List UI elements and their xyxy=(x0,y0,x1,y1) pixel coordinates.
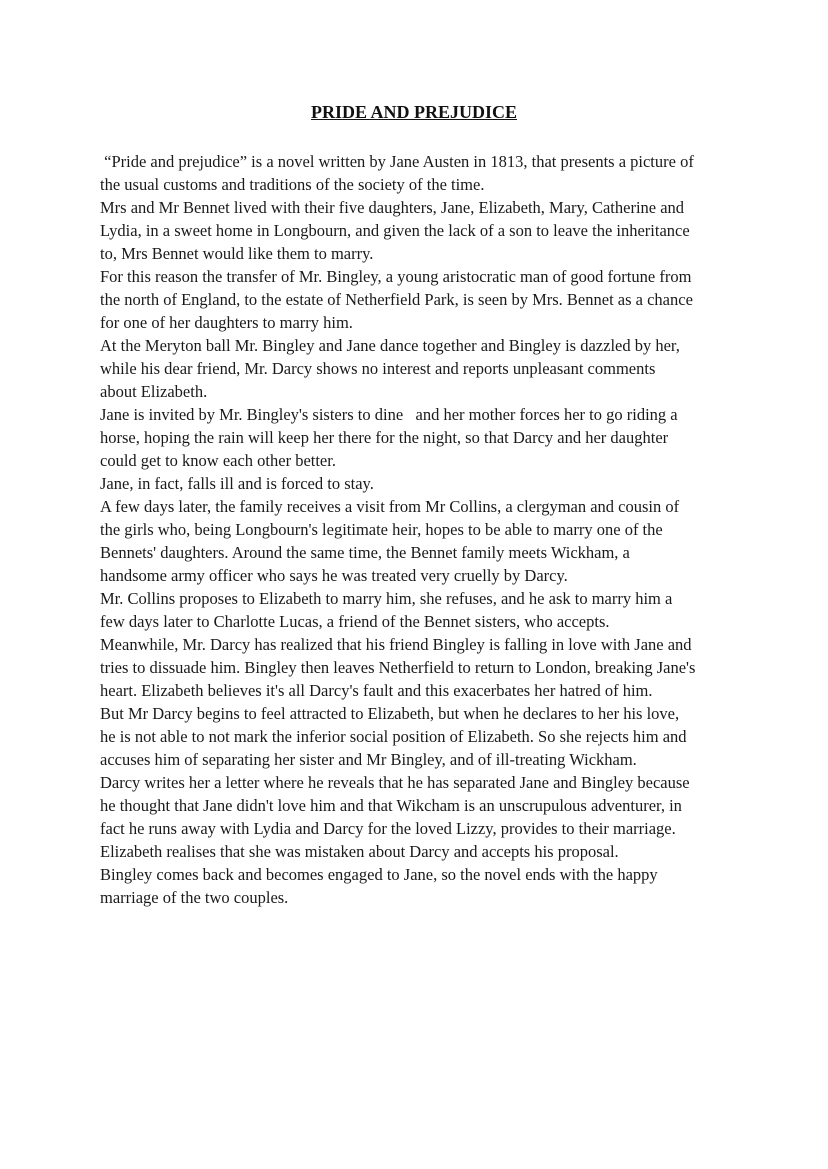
body-line: to, Mrs Bennet would like them to marry. xyxy=(100,244,374,263)
body-line: heart. Elizabeth believes it's all Darcy's fault and this exacerbates her hatred of him. xyxy=(100,681,653,700)
document-body xyxy=(100,150,740,909)
body-line: Mr. Collins proposes to Elizabeth to marry him, she refuses, and he ask to marry him a xyxy=(100,589,673,608)
body-line: Mrs and Mr Bennet lived with their five daughters, Jane, Elizabeth, Mary, Catherine and xyxy=(100,198,685,217)
body-line: fact he runs away with Lydia and Darcy for the loved Lizzy, provides to their marriage. xyxy=(100,819,676,838)
body-line: handsome army officer who says he was treated very cruelly by Darcy. xyxy=(100,566,568,585)
body-line: the girls who, being Longbourn's legitimate heir, hopes to be able to marry one of the xyxy=(100,520,663,539)
body-line: marriage of the two couples. xyxy=(100,888,289,907)
body-line: Jane, in fact, falls ill and is forced to stay. xyxy=(100,474,374,493)
body-line: could get to know each other better. xyxy=(100,451,336,470)
body-line: about Elizabeth. xyxy=(100,382,208,401)
body-line: for one of her daughters to marry him. xyxy=(100,313,353,332)
body-line: accuses him of separating her sister and Mr Bingley, and of ill-treating Wickham. xyxy=(100,750,637,769)
body-line: “Pride and prejudice” is a novel written by Jane Austen in 1813, that presents a picture of xyxy=(100,152,694,171)
body-line: while his dear friend, Mr. Darcy shows no interest and reports unpleasant comments xyxy=(100,359,656,378)
body-line: the usual customs and traditions of the society of the time. xyxy=(100,175,485,194)
body-line: tries to dissuade him. Bingley then leaves Netherfield to return to London, breaking Jane's xyxy=(100,658,696,677)
body-line: Jane is invited by Mr. Bingley's sisters to dine and her mother forces her to go riding a xyxy=(100,405,678,424)
body-line: he is not able to not mark the inferior social position of Elizabeth. So she rejects him and xyxy=(100,727,687,746)
body-line: horse, hoping the rain will keep her there for the night, so that Darcy and her daughter xyxy=(100,428,669,447)
body-line: A few days later, the family receives a visit from Mr Collins, a clergyman and cousin of xyxy=(100,497,680,516)
body-line: Elizabeth realises that she was mistaken about Darcy and accepts his proposal. xyxy=(100,842,619,861)
body-line: the north of England, to the estate of Netherfield Park, is seen by Mrs. Bennet as a chance xyxy=(100,290,693,309)
body-line: Darcy writes her a letter where he reveals that he has separated Jane and Bingley because xyxy=(100,773,690,792)
body-line: Bingley comes back and becomes engaged to Jane, so the novel ends with the happy xyxy=(100,865,658,884)
body-line: Lydia, in a sweet home in Longbourn, and given the lack of a son to leave the inheritance xyxy=(100,221,690,240)
document-title: PRIDE AND PREJUDICE xyxy=(310,102,517,122)
body-line: But Mr Darcy begins to feel attracted to Elizabeth, but when he declares to her his love, xyxy=(100,704,680,723)
body-line: Meanwhile, Mr. Darcy has realized that his friend Bingley is falling in love with Jane and xyxy=(100,635,692,654)
body-line: few days later to Charlotte Lucas, a friend of the Bennet sisters, who accepts. xyxy=(100,612,610,631)
body-line: Bennets' daughters. Around the same time, the Bennet family meets Wickham, a xyxy=(100,543,630,562)
body-line: At the Meryton ball Mr. Bingley and Jane dance together and Bingley is dazzled by her, xyxy=(100,336,680,355)
body-line: he thought that Jane didn't love him and that Wikcham is an unscrupulous adventurer, in xyxy=(100,796,682,815)
body-line: For this reason the transfer of Mr. Bingley, a young aristocratic man of good fortune from xyxy=(100,267,692,286)
